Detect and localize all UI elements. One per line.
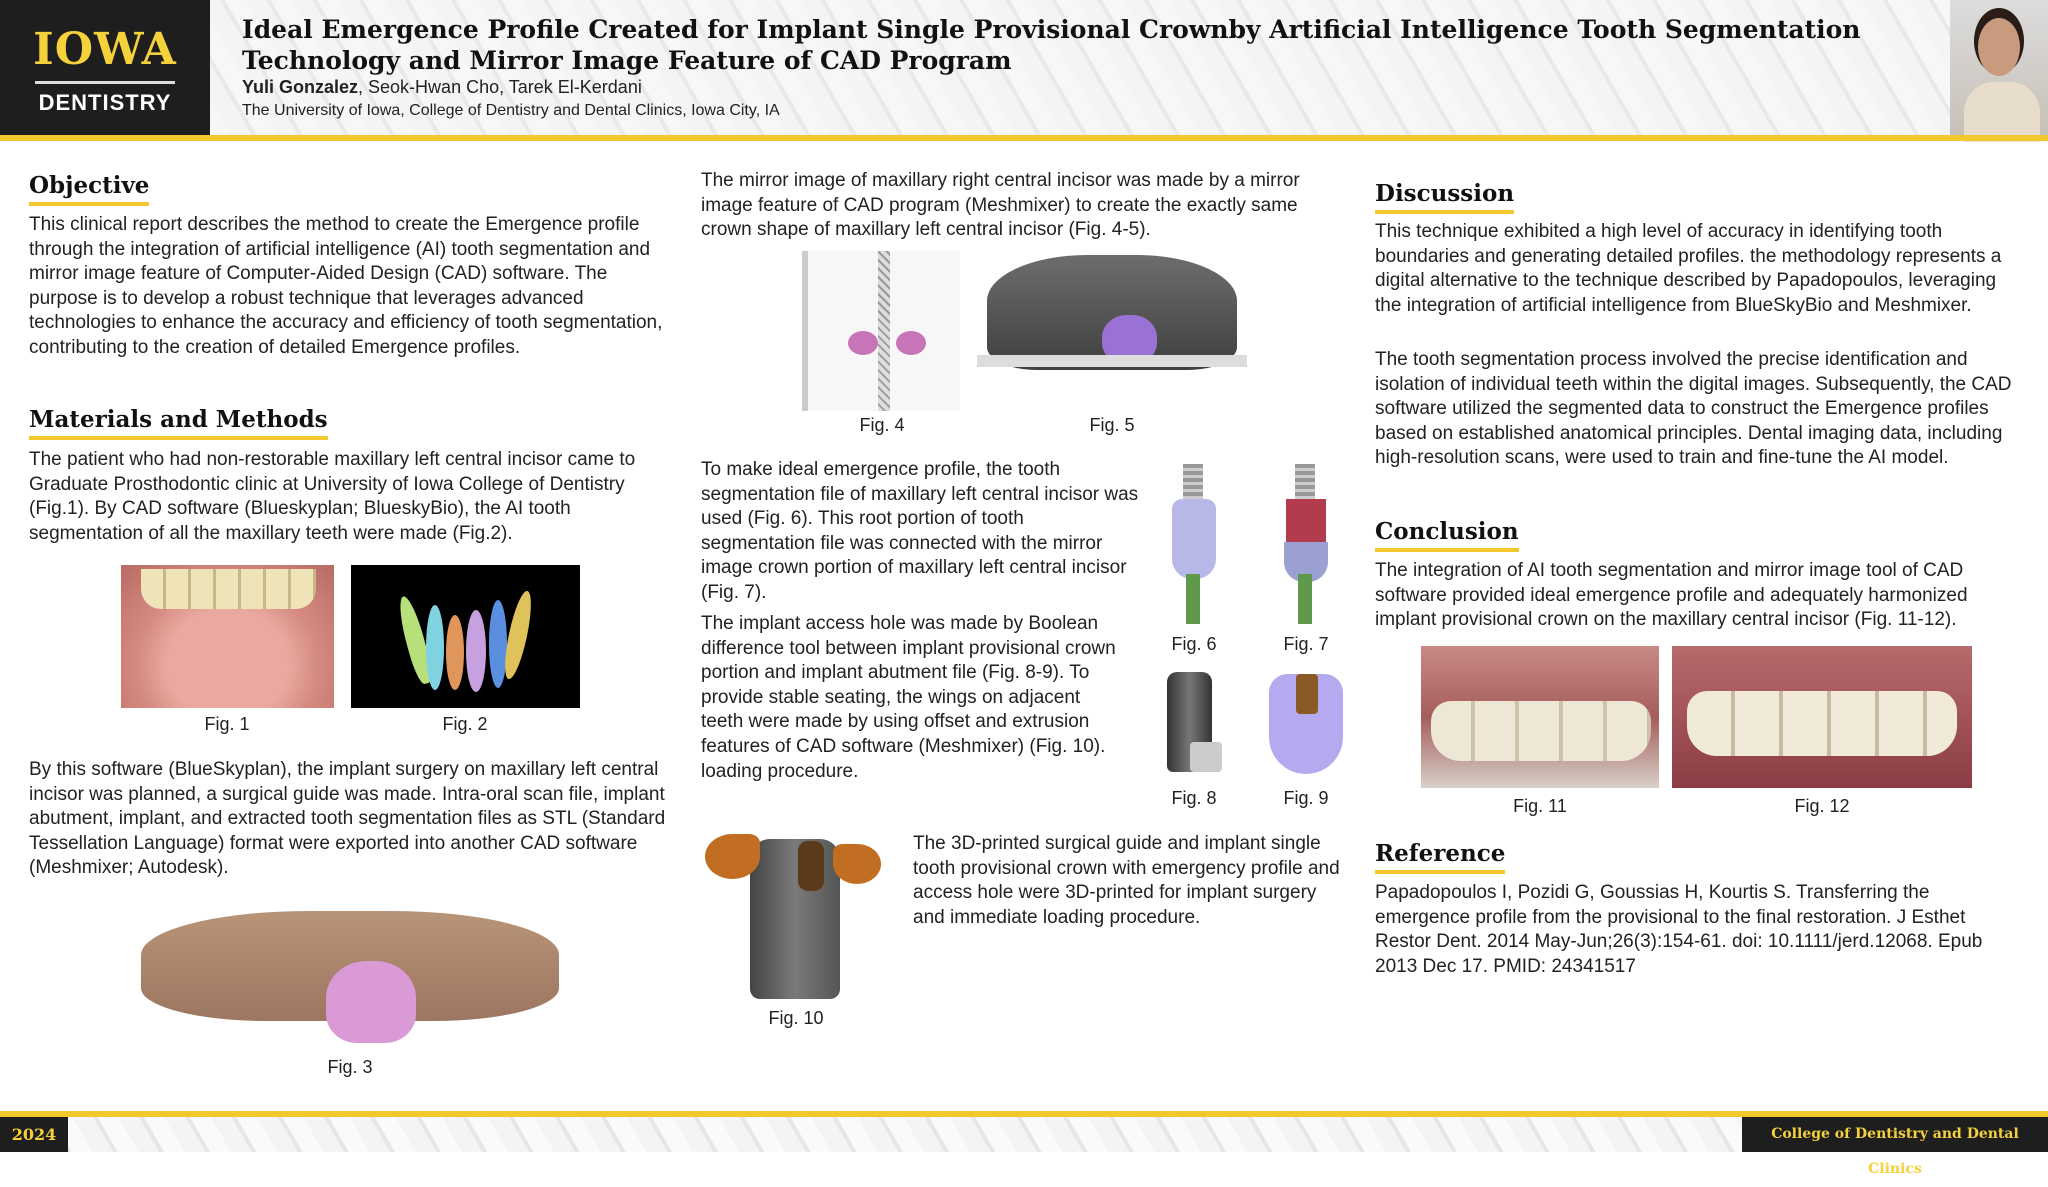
fig8-abutment xyxy=(1162,672,1227,777)
methods-paragraph-6: The 3D-printed surgical guide and implant single tooth provisional crown with emergency profile and access hole were 3D-printed for implant surgery and immediate loading procedure. xyxy=(913,833,1340,928)
discussion-paragraph-1: This technique exhibited a high level of accuracy in identifying tooth boundaries and generating detailed profiles. the methodology represents a digital alternative to the technique described by Papadopoulos, leveraging the integration of artificial intelligence from BlueSkyBio and Meshmixer. xyxy=(1375,221,2002,316)
reference-text: Papadopoulos I, Pozidi G, Goussias H, Kourtis S. Transferring the emergence profile from the provisional to the final restoration. J Esthet Restor Dent. 2014 May-Jun;26(3):154-61. doi: 10.1111/jerd.12068. Epub 2013 Dec 17. PMID: 24341517 xyxy=(1375,882,1983,977)
fig5-caption: Fig. 5 xyxy=(1089,415,1135,435)
coauthors: , Seok-Hwan Cho, Tarek El-Kerdani xyxy=(358,77,642,97)
discussion-heading: Discussion xyxy=(1375,180,1514,214)
fig11-clinical-photo xyxy=(1421,646,1659,788)
logo-iowa: IOWA xyxy=(33,24,177,75)
footer-college: College of Dentistry and Dental Clinics xyxy=(1742,1117,2048,1152)
logo-divider xyxy=(35,81,175,84)
fig12-clinical-photo xyxy=(1672,646,1972,788)
footer-year: 2024 xyxy=(0,1117,68,1152)
reference-heading: Reference xyxy=(1375,840,1505,874)
fig5-mirror-crown-model xyxy=(977,255,1247,405)
conclusion-text: The integration of AI tooth segmentation and mirror image tool of CAD software provided ideal emergence profile and adequately harmonized implant provisional crown on the maxillary central incisor (Fig. 11-12). xyxy=(1375,560,1968,631)
fig6-root-segmentation xyxy=(1166,464,1221,627)
fig10-crown-with-wings xyxy=(705,829,884,999)
affiliation: The University of Iowa, College of Dentistry and Dental Clinics, Iowa City, IA xyxy=(242,102,780,119)
fig1-caption: Fig. 1 xyxy=(204,714,250,734)
presenter-photo xyxy=(1950,0,2048,135)
objective-text: This clinical report describes the method to create the Emergence profile through the integration of artificial intelligence (AI) tooth segmentation and mirror image feature of Computer-Aided Design (CAD) software. The purpose is to develop a robust technique that leverages advanced technologies to enhance the accuracy and efficiency of tooth segmentation, contributing to the creation of detailed Emergence profiles. xyxy=(29,214,663,358)
footer-banner xyxy=(0,1117,2048,1152)
header-gold-rule xyxy=(0,135,2048,141)
poster-title: Ideal Emergence Profile Created for Implant Single Provisional Crownby Artificial Intelligence Tooth Segmentation Technology and Mirror Image Feature of CAD Program xyxy=(242,15,1861,75)
fig12-caption: Fig. 12 xyxy=(1794,796,1850,816)
methods-paragraph-5: The implant access hole was made by Boolean difference tool between implant provisional crown portion and implant abutment file (Fig. 8-9). To provide stable seating, the wings on adjacent teeth were made by using offset and extrusion features of CAD software (Meshmixer) (Fig. 10). loading procedure. xyxy=(701,613,1116,782)
objective-heading: Objective xyxy=(29,172,149,206)
fig11-caption: Fig. 11 xyxy=(1513,796,1567,816)
fig9-crown-access-hole xyxy=(1266,672,1346,777)
fig6-caption: Fig. 6 xyxy=(1171,634,1217,654)
fig8-caption: Fig. 8 xyxy=(1171,788,1217,808)
fig4-meshmixer-screenshot xyxy=(802,251,960,411)
fig7-mirrored-crown-root xyxy=(1278,464,1333,627)
fig3-3d-model xyxy=(141,901,559,1045)
conclusion-heading: Conclusion xyxy=(1375,518,1519,552)
iowa-dentistry-logo xyxy=(0,0,210,135)
presenter-name: Yuli Gonzalez xyxy=(242,77,359,97)
fig2-caption: Fig. 2 xyxy=(442,714,488,734)
fig2-tooth-segmentation xyxy=(351,565,580,708)
fig4-caption: Fig. 4 xyxy=(859,415,905,435)
fig10-caption: Fig. 10 xyxy=(768,1008,824,1028)
methods-paragraph-4: To make ideal emergence profile, the tooth segmentation file of maxillary left central incisor was used (Fig. 6). This root portion of tooth segmentation file was connected with the mirror image crown portion of maxillary left central incisor (Fig. 7). xyxy=(701,459,1139,603)
methods-paragraph-3: The mirror image of maxillary right central incisor was made by a mirror image feature of CAD program (Meshmixer) to create the exactly same crown shape of maxillary left central incisor (Fig. 4-5). xyxy=(701,170,1300,241)
authors xyxy=(242,77,642,98)
fig1-intraoral-photo xyxy=(121,565,334,708)
fig3-caption: Fig. 3 xyxy=(327,1057,373,1077)
discussion-paragraph-2: The tooth segmentation process involved the precise identification and isolation of individual teeth within the digital images. Subsequently, the CAD software utilized the segmented data to construct the Emergence profiles based on established anatomical principles. Dental imaging data, including high-resolution scans, were used to train and fine-tune the AI model. xyxy=(1375,349,2012,469)
methods-paragraph-1: The patient who had non-restorable maxillary left central incisor came to Graduate Prosthodontic clinic at University of Iowa College of Dentistry (Fig.1). By CAD software (Blueskyplan; BlueskyBio), the AI tooth segmentation of all the maxillary teeth were made (Fig.2). xyxy=(29,449,636,544)
methods-paragraph-2: By this software (BlueSkyplan), the implant surgery on maxillary left central incisor was planned, a surgical guide was made. Intra-oral scan file, implant abutment, implant, and extracted tooth segmentation files as STL (Standard Tessellation Language) format were exported into another CAD software (Meshmixer; Autodesk). xyxy=(29,759,666,879)
logo-dentistry: DENTISTRY xyxy=(38,90,172,115)
fig7-caption: Fig. 7 xyxy=(1283,634,1329,654)
fig9-caption: Fig. 9 xyxy=(1283,788,1329,808)
methods-heading: Materials and Methods xyxy=(29,406,328,440)
